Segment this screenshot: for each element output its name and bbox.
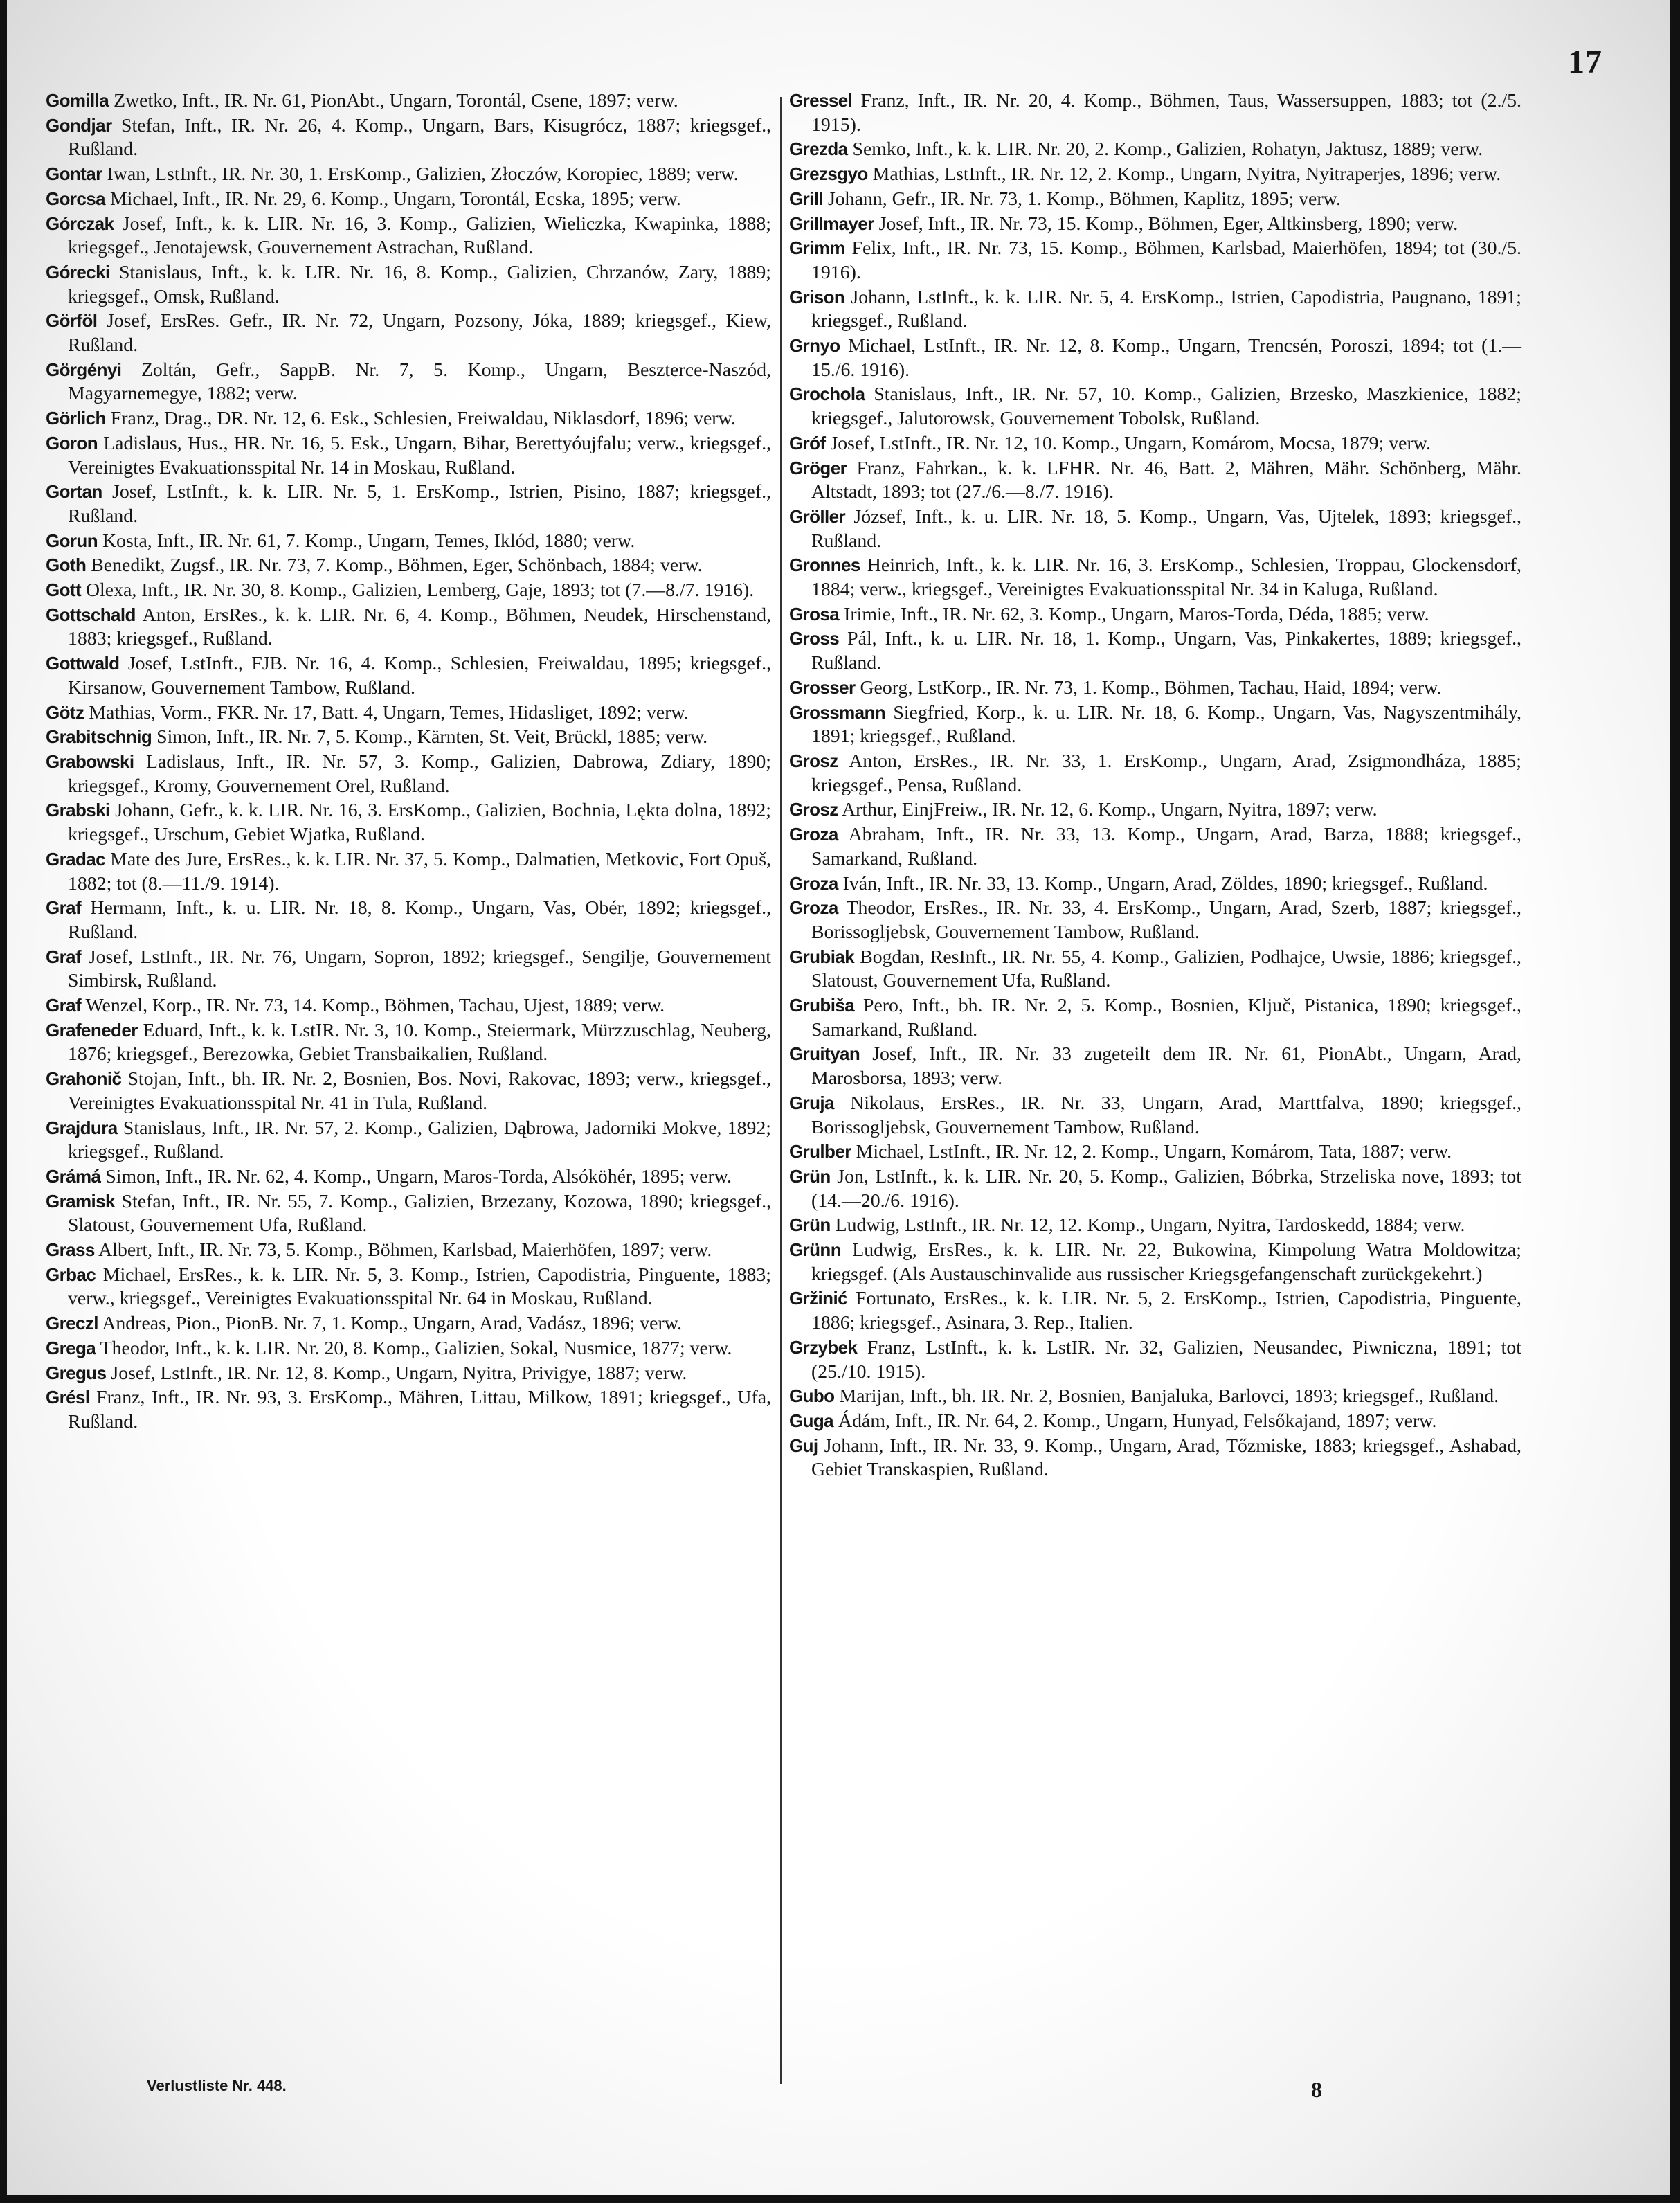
entry-details: Ladislaus, Hus., HR. Nr. 16, 5. Esk., Ungarn, Bihar, Berettyóujfalu; verw., kriegsgef., Vereinigtes Evakuationsspital Nr. 14 in Moskau, Rußland. [68,432,771,478]
list-entry [46,1263,771,1311]
list-entry [789,1384,1521,1409]
entry-surname: Gržinić [789,1288,847,1309]
entry-details: Franz, Inft., IR. Nr. 93, 3. ErsKomp., Mähren, Littau, Milkow, 1891; kriegsgef., Ufa, Rußland. [68,1387,771,1432]
list-entry [46,358,771,406]
entry-details: Anton, ErsRes., IR. Nr. 33, 1. ErsKomp., Ungarn, Arad, Zsigmondháza, 1885; kriegsgef., Pensa, Rußland. [811,750,1521,796]
list-entry [46,162,771,187]
entry-surname: Groza [789,872,838,894]
entry-details: Mathias, LstInft., IR. Nr. 12, 2. Komp., Ungarn, Nyitra, Nyitraperjes, 1896; verw. [872,163,1501,186]
list-entry [789,187,1521,212]
entry-surname: Grabowski [46,750,134,772]
entry-surname: Grzybek [789,1336,858,1358]
entry-details: Ludwig, LstInft., IR. Nr. 12, 12. Komp., Ungarn, Nyitra, Tardoskedd, 1884; verw. [835,1214,1465,1237]
entry-details: Simon, Inft., IR. Nr. 7, 5. Komp., Kärnten, St. Veit, Brückl, 1885; verw. [156,726,708,748]
list-entry [46,187,771,212]
entry-surname: Goth [46,555,87,576]
entry-surname: Grill [789,188,824,209]
entry-details: Olexa, Inft., IR. Nr. 30, 8. Komp., Galizien, Lemberg, Gaje, 1893; tot (7.—8./7. 1916). [85,579,755,602]
entry-details: Johann, Gefr., IR. Nr. 73, 1. Komp., Böhmen, Kaplitz, 1895; verw. [827,188,1341,210]
list-entry [46,798,771,847]
entry-surname: Gröger [789,457,847,478]
entry-details: József, Inft., k. u. LIR. Nr. 18, 5. Komp., Ungarn, Vas, Ujtelek, 1893; kriegsgef., Rußland. [811,505,1521,552]
entry-surname: Grega [46,1337,96,1358]
entry-details: Stanislaus, Inft., k. k. LIR. Nr. 16, 8. Komp., Galizien, Chrzanów, Zary, 1889; kriegsgef., Omsk, Rußland. [68,261,771,307]
entry-surname: Grochola [789,384,865,405]
list-entry [789,1286,1521,1335]
entry-details: Michael, ErsRes., k. k. LIR. Nr. 5, 3. Komp., Istrien, Capodistria, Pinguente, 1883; verw., kriegsgef., Vereinigtes Evakuationsspital Nr. 64 in Moskau, Rußland. [68,1264,771,1310]
entry-surname: Gortan [46,481,102,503]
entry-details: Georg, LstKorp., IR. Nr. 73, 1. Komp., Böhmen, Tachau, Haid, 1894; verw. [860,676,1442,699]
entry-surname: Gross [789,628,840,649]
entry-surname: Groza [789,824,838,845]
list-entry [789,798,1521,822]
entry-details: Josef, LstInft., IR. Nr. 12, 10. Komp., Ungarn, Komárom, Mocsa, 1879; verw. [830,432,1431,454]
entry-surname: Grubiša [789,995,855,1016]
list-entry [46,480,771,528]
entry-surname: Görlich [46,408,106,429]
entry-details: Michael, Inft., IR. Nr. 29, 6. Komp., Ungarn, Torontál, Ecska, 1895; verw. [109,188,681,210]
list-entry [46,651,771,700]
list-entry [46,553,771,578]
entry-details: Siegfried, Korp., k. u. LIR. Nr. 18, 6. Komp., Ungarn, Vas, Nagyszentmihály, 1891; kriegsgef., Rußland. [811,701,1521,748]
entry-surname: Greczl [46,1313,98,1334]
list-entry [789,945,1521,993]
entry-surname: Gradac [46,848,106,870]
entry-surname: Grison [789,286,845,307]
list-entry [789,1042,1521,1090]
entry-details: Mathias, Vorm., FKR. Nr. 17, Batt. 4, Ungarn, Temes, Hidasliget, 1892; verw. [89,701,689,723]
entry-surname: Grajdura [46,1117,118,1138]
entry-surname: Gottschald [46,604,136,625]
entry-surname: Grahonič [46,1068,122,1090]
list-entry [789,505,1521,553]
entry-surname: Górecki [46,261,110,282]
entry-details: Benedikt, Zugsf., IR. Nr. 73, 7. Komp., Böhmen, Eger, Schönbach, 1884; verw. [91,555,703,577]
list-entry [789,137,1521,162]
entry-surname: Gott [46,579,82,601]
entry-surname: Gröller [789,505,846,527]
entry-details: Felix, Inft., IR. Nr. 73, 15. Komp., Böhmen, Karlsbad, Maierhöfen, 1894; tot (30./5. 1916). [811,237,1522,283]
list-entry [789,382,1521,431]
list-entry [789,676,1521,701]
entry-surname: Grámá [46,1165,101,1187]
entry-details: Anton, ErsRes., k. k. LIR. Nr. 6, 4. Komp., Böhmen, Neudek, Hirschenstand, 1883; kriegsgef., Rußland. [68,604,771,650]
list-entry [46,1336,771,1361]
list-entry [789,236,1521,285]
list-entry [789,456,1521,505]
list-entry [46,1361,771,1386]
list-entry [789,1336,1521,1384]
entry-details: Michael, LstInft., IR. Nr. 12, 2. Komp., Ungarn, Komárom, Tata, 1887; verw. [856,1141,1452,1163]
entry-details: Stanislaus, Inft., IR. Nr. 57, 10. Komp., Galizien, Brzesko, Maszkienice, 1882; kriegsgef., Jalutorowsk, Gouvernement Tobolsk, Rußland. [811,384,1522,430]
sheet-number: 8 [1311,2077,1322,2102]
entry-details: Franz, LstInft., k. k. LstIR. Nr. 32, Galizien, Neusandec, Piwniczna, 1891; tot (25./10. 1915). [811,1336,1522,1383]
entry-surname: Grésl [46,1387,90,1408]
list-entry [789,872,1521,897]
entry-surname: Grnyo [789,335,840,357]
entry-surname: Gronnes [789,555,860,576]
entry-details: Abraham, Inft., IR. Nr. 33, 13. Komp., Ungarn, Arad, Barza, 1888; kriegsgef., Samarkand, Rußland. [811,824,1521,870]
entry-surname: Gorcsa [46,188,106,209]
list-entry [46,89,771,114]
entry-details: Stefan, Inft., IR. Nr. 55, 7. Komp., Galizien, Brzezany, Kozowa, 1890; kriegsgef., Slatoust, Gouvernement Ufa, Rußland. [68,1190,771,1237]
list-entry [46,114,771,162]
entry-surname: Graf [46,897,82,919]
list-entry [46,1165,771,1189]
list-entry [46,578,771,603]
list-entry [46,603,771,651]
list-entry [46,1238,771,1263]
entry-details: Josef, Inft., IR. Nr. 33 zugeteilt dem IR. Nr. 61, PionAbt., Ungarn, Arad, Marosborsa, 1893; verw. [811,1043,1522,1090]
entry-details: Josef, Inft., k. k. LIR. Nr. 16, 3. Komp., Galizien, Wieliczka, Kwapinka, 1888; kriegsgef., Jenotajewsk, Gouvernement Astrachan, Rußland. [68,213,772,259]
entry-details: Heinrich, Inft., k. k. LIR. Nr. 16, 3. ErsKomp., Schlesien, Troppau, Glockensdorf, 1884; verw., kriegsgef., Vereinigtes Evakuationsspital Nr. 34 in Kaluga, Rußland. [811,555,1521,601]
entry-details: Zoltán, Gefr., SappB. Nr. 7, 5. Komp., Ungarn, Beszterce-Naszód, Magyarnemegye, 1882; verw. [68,359,771,405]
entry-surname: Gressel [789,90,853,111]
entry-details: Stojan, Inft., bh. IR. Nr. 2, Bosnien, Bos. Novi, Rakovac, 1893; verw., kriegsgef., Vereinigtes Evakuationsspital Nr. 41 in Tula, Rußland. [68,1068,772,1114]
entry-details: Stefan, Inft., IR. Nr. 26, 4. Komp., Ungarn, Bars, Kisugrócz, 1887; kriegsgef., Rußland. [68,114,771,161]
entry-details: Jon, LstInft., k. k. LIR. Nr. 20, 5. Komp., Galizien, Bóbrka, Strzeliska nove, 1893; tot (14.—20./6. 1916). [811,1165,1521,1212]
entry-details: Pero, Inft., bh. IR. Nr. 2, 5. Komp., Bosnien, Ključ, Pistanica, 1890; kriegsgef., Samarkand, Rußland. [811,995,1521,1041]
list-entry [789,212,1521,237]
entry-details: Josef, LstInft., IR. Nr. 12, 8. Komp., Ungarn, Nyitra, Privigye, 1887; verw. [111,1362,687,1384]
entry-surname: Gruityan [789,1043,860,1065]
entry-details: Irimie, Inft., IR. Nr. 62, 3. Komp., Ungarn, Maros-Torda, Déda, 1885; verw. [844,603,1429,625]
list-entry [46,431,771,480]
entry-surname: Guga [789,1410,834,1431]
entry-surname: Gomilla [46,90,109,111]
entry-surname: Grillmayer [789,213,874,234]
entry-surname: Grass [46,1239,95,1261]
list-entry [46,529,771,554]
list-entry [46,1311,771,1336]
entry-surname: Gruja [789,1092,834,1113]
list-entry [789,1238,1521,1286]
list-entry [789,993,1521,1042]
entry-surname: Grezda [789,138,848,160]
entry-details: Ladislaus, Inft., IR. Nr. 57, 3. Komp., Galizien, Dabrowa, Zdiary, 1890; kriegsgef., Kromy, Gouvernement Orel, Rußland. [68,750,771,797]
scan-edge-bottom [0,2195,1680,2203]
entry-surname: Gróf [789,432,826,453]
list-entry [46,993,771,1018]
entry-details: Michael, LstInft., IR. Nr. 12, 8. Komp., Ungarn, Trencsén, Poroszi, 1894; tot (1.—15./6. 1916). [811,335,1521,381]
list-entry [46,847,771,896]
scan-edge-right [1670,0,1680,2203]
list-label: Verlustliste Nr. 448. [147,2077,287,2094]
list-entry [789,285,1521,334]
entry-details: Bogdan, ResInft., IR. Nr. 55, 4. Komp., Galizien, Podhajce, Uwsie, 1886; kriegsgef., Slatoust, Gouvernement Ufa, Rußland. [811,946,1522,992]
list-entry [789,553,1521,602]
entry-details: Kosta, Inft., IR. Nr. 61, 7. Komp., Ungarn, Temes, Iklód, 1880; verw. [102,530,635,552]
right-column [789,89,1521,1482]
left-column [46,89,771,1435]
entry-details: Franz, Drag., DR. Nr. 12, 6. Esk., Schlesien, Freiwaldau, Niklasdorf, 1896; verw. [110,408,736,430]
entry-surname: Grosz [789,799,838,820]
list-entry [46,212,771,260]
entry-details: Ludwig, ErsRes., k. k. LIR. Nr. 22, Bukowina, Kimpolung Watra Moldowitza; kriegsgef. (Als Austauschinvalide aus russischer Kriegsgefangenschaft zurückgekehrt.) [811,1239,1522,1285]
entry-surname: Grosz [789,750,838,771]
entry-details: Arthur, EinjFreiw., IR. Nr. 12, 6. Komp., Ungarn, Nyitra, 1897; verw. [842,799,1378,821]
list-entry [789,1434,1521,1482]
entry-surname: Graf [46,995,82,1016]
entry-surname: Grubiak [789,946,855,967]
entry-details: Iván, Inft., IR. Nr. 33, 13. Komp., Ungarn, Arad, Zöldes, 1890; kriegsgef., Rußland. [842,872,1488,894]
list-entry [46,945,771,993]
list-entry [46,1067,771,1115]
entry-surname: Grabski [46,800,110,821]
entry-surname: Grosa [789,603,840,624]
entry-details: Wenzel, Korp., IR. Nr. 73, 14. Komp., Böhmen, Tachau, Ujest, 1889; verw. [85,995,665,1017]
list-entry [46,1116,771,1165]
scan-edge-left [0,0,7,2203]
entry-details: Franz, Fahrkan., k. k. LFHR. Nr. 46, Batt. 2, Mähren, Mähr. Schönberg, Mähr. Altstadt, 1893; tot (27./6.—8./7. 1916). [811,457,1521,503]
entry-surname: Graf [46,946,82,967]
entry-surname: Görföl [46,310,98,332]
entry-surname: Gondjar [46,114,112,136]
list-entry [789,822,1521,871]
list-entry [789,701,1521,749]
list-entry [46,896,771,944]
list-entry [46,1018,771,1067]
entry-details: Johann, LstInft., k. k. LIR. Nr. 5, 4. ErsKomp., Istrien, Capodistria, Paugnano, 1891; kriegsgef., Rußland. [811,286,1522,332]
entry-surname: Grulber [789,1141,851,1162]
entry-surname: Gorun [46,530,98,551]
list-entry [789,334,1521,382]
list-entry [789,162,1521,187]
entry-surname: Gramisk [46,1190,115,1212]
entry-details: Hermann, Inft., k. u. LIR. Nr. 18, 8. Komp., Ungarn, Vas, Obér, 1892; kriegsgef., Rußland. [68,897,771,943]
entry-surname: Grossmann [789,701,886,723]
list-entry [789,1213,1521,1238]
list-entry [46,260,771,309]
entry-details: Mate des Jure, ErsRes., k. k. LIR. Nr. 37, 5. Komp., Dalmatien, Metkovic, Fort Opuš, 1882; tot (8.—11./9. 1914). [68,848,771,894]
entry-details: Johann, Inft., IR. Nr. 33, 9. Komp., Ungarn, Arad, Tőzmiske, 1883; kriegsgef., Ashabad, Gebiet Transkaspien, Rußland. [811,1435,1521,1481]
entry-details: Iwan, LstInft., IR. Nr. 30, 1. ErsKomp., Galizien, Złoczów, Koropiec, 1889; verw. [107,163,739,186]
entry-surname: Górczak [46,213,114,234]
list-entry [789,89,1521,137]
list-entry [789,1409,1521,1434]
entry-details: Semko, Inft., k. k. LIR. Nr. 20, 2. Komp., Galizien, Rohatyn, Jaktusz, 1889; verw. [852,138,1483,161]
list-entry [46,725,771,750]
entry-surname: Grimm [789,237,845,259]
entry-details: Josef, Inft., IR. Nr. 73, 15. Komp., Böhmen, Eger, Altkinsberg, 1890; verw. [878,213,1458,235]
entry-details: Stanislaus, Inft., IR. Nr. 57, 2. Komp., Galizien, Dąbrowa, Jadorniki Mokve, 1892; kriegsgef., Rußland. [68,1117,772,1163]
entry-surname: Grün [789,1214,831,1236]
entry-details: Zwetko, Inft., IR. Nr. 61, PionAbt., Ungarn, Torontál, Csene, 1897; verw. [114,90,678,111]
list-entry [46,1189,771,1238]
list-entry [789,1165,1521,1213]
list-entry [789,1140,1521,1165]
entry-details: Pál, Inft., k. u. LIR. Nr. 18, 1. Komp., Ungarn, Vas, Pinkakertes, 1889; kriegsgef., Rußland. [811,628,1521,674]
entry-surname: Gubo [789,1385,835,1407]
entry-surname: Grbac [46,1264,96,1285]
entry-surname: Grafeneder [46,1019,138,1041]
list-entry [789,896,1521,944]
entry-surname: Goron [46,432,98,453]
list-entry [789,749,1521,798]
entry-details: Josef, LstInft., FJB. Nr. 16, 4. Komp., Schlesien, Freiwaldau, 1895; kriegsgef., Kirsanow, Gouvernement Tambow, Rußland. [68,653,772,699]
entry-surname: Görgényi [46,359,122,380]
entry-details: Theodor, Inft., k. k. LIR. Nr. 20, 8. Komp., Galizien, Sokal, Nusmice, 1877; verw. [100,1337,732,1359]
entry-surname: Grabitschnig [46,726,152,748]
list-entry [46,309,771,357]
entry-details: Marijan, Inft., bh. IR. Nr. 2, Bosnien, Banjaluka, Barlovci, 1893; kriegsgef., Rußland. [839,1385,1499,1408]
list-entry [789,1091,1521,1140]
entry-details: Fortunato, ErsRes., k. k. LIR. Nr. 5, 2. ErsKomp., Istrien, Capodistria, Pinguente, 1886; kriegsgef., Asinara, 3. Rep., Italien. [811,1288,1522,1334]
entry-details: Josef, ErsRes. Gefr., IR. Nr. 72, Ungarn, Pozsony, Jóka, 1889; kriegsgef., Kiew, Rußland. [68,310,771,357]
entry-details: Theodor, ErsRes., IR. Nr. 33, 4. ErsKomp., Ungarn, Arad, Szerb, 1887; kriegsgef., Borissoglјebsk, Gouvernement Tambow, Rußland. [811,897,1522,943]
list-entry [789,602,1521,627]
list-entry [46,1385,771,1434]
page-number: 17 [1568,44,1602,80]
entry-details: Andreas, Pion., PionB. Nr. 7, 1. Komp., Ungarn, Arad, Vadász, 1896; verw. [102,1313,682,1335]
entry-details: Josef, LstInft., IR. Nr. 76, Ungarn, Sopron, 1892; kriegsgef., Sengilje, Gouvernement Simbirsk, Rußland. [68,946,771,992]
entry-details: Johann, Gefr., k. k. LIR. Nr. 16, 3. ErsKomp., Galizien, Bochnia, Lękta dolna, 1892; kriegsgef., Urschum, Gebiet Wjatka, Rußland. [68,800,772,846]
entry-surname: Gottwald [46,653,120,674]
entry-surname: Grün [789,1165,831,1187]
entry-surname: Grezsgyo [789,163,868,185]
entry-details: Albert, Inft., IR. Nr. 73, 5. Komp., Böhmen, Karlsbad, Maierhöfen, 1897; verw. [98,1239,712,1261]
entry-details: Josef, LstInft., k. k. LIR. Nr. 5, 1. ErsKomp., Istrien, Pisino, 1887; kriegsgef., Rußland. [68,481,771,527]
entry-details: Ádám, Inft., IR. Nr. 64, 2. Komp., Ungarn, Hunyad, Felsőkajand, 1897; verw. [838,1410,1437,1432]
list-entry [789,431,1521,456]
entry-surname: Grosser [789,676,856,698]
entry-details: Franz, Inft., IR. Nr. 20, 4. Komp., Böhmen, Taus, Wassersuppen, 1883; tot (2./5. 1915). [811,90,1521,136]
entry-surname: Groza [789,897,838,919]
entry-details: Simon, Inft., IR. Nr. 62, 4. Komp., Ungarn, Maros-Torda, Alsóköhér, 1895; verw. [105,1165,732,1187]
column-divider [780,97,782,2084]
entry-surname: Götz [46,701,84,723]
entry-surname: Grünn [789,1239,841,1261]
entry-surname: Gregus [46,1362,107,1383]
entry-surname: Guj [789,1435,818,1456]
list-entry [789,627,1521,675]
list-entry [46,701,771,726]
entry-surname: Gontar [46,163,102,185]
entry-details: Eduard, Inft., k. k. LstIR. Nr. 3, 10. Komp., Steiermark, Mürzzuschlag, Neuberg, 1876; kriegsgef., Berezowka, Gebiet Transbaikalien, Rußland. [68,1019,772,1065]
entry-details: Nikolaus, ErsRes., IR. Nr. 33, Ungarn, Arad, Marttfalva, 1890; kriegsgef., Borissoglјebsk, Gouvernement Tambow, Rußland. [811,1092,1521,1138]
list-entry [46,750,771,798]
list-entry [46,406,771,431]
